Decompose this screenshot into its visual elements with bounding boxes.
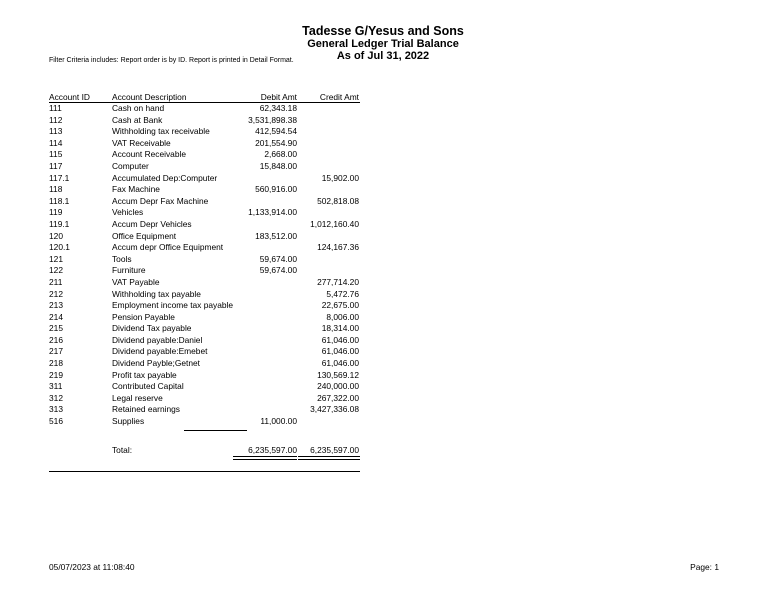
account-description-cell: Supplies — [112, 416, 145, 427]
account-id-cell: 312 — [49, 392, 63, 403]
account-id-cell: 313 — [49, 404, 63, 415]
debit-amt-cell: 183,512.00 — [255, 230, 297, 241]
table-header — [49, 92, 360, 103]
total-debit: 6,235,597.00 — [248, 445, 297, 455]
account-id-cell: 114 — [49, 137, 63, 148]
table-row — [49, 126, 360, 138]
account-description-cell: Retained earnings — [112, 404, 180, 415]
col-debit-amt: Debit Amt — [260, 92, 297, 102]
table-row — [49, 323, 360, 335]
col-account-description: Account Description — [112, 92, 187, 102]
account-description-cell: Withholding tax payable — [112, 288, 201, 299]
debit-amt-cell: 59,674.00 — [259, 253, 297, 264]
account-id-cell: 117.1 — [49, 172, 70, 183]
account-description-cell: Tools — [112, 253, 132, 264]
account-id-cell: 213 — [49, 300, 63, 311]
credit-double-underline — [298, 456, 360, 460]
account-description-cell: Account Receivable — [112, 149, 187, 160]
account-id-cell: 112 — [49, 114, 63, 125]
debit-amt-cell: 62,343.18 — [259, 103, 297, 113]
credit-amt-cell: 502,818.08 — [317, 195, 359, 206]
account-description-cell: Office Equipment — [112, 230, 177, 241]
report-title: General Ledger Trial Balance — [307, 38, 459, 50]
account-id-cell: 212 — [49, 288, 63, 299]
table-row — [49, 196, 360, 208]
account-id-cell: 215 — [49, 323, 63, 334]
table-row — [49, 312, 360, 324]
credit-amt-cell: 22,675.00 — [321, 300, 359, 311]
account-description-cell: Dividend payable:Emebet — [112, 346, 208, 357]
account-id-cell: 217 — [49, 346, 63, 357]
account-description-cell: Vehicles — [112, 207, 144, 218]
table-row — [49, 277, 360, 289]
table-row — [49, 219, 360, 231]
table-row — [49, 404, 360, 416]
total-label: Total: — [112, 445, 133, 455]
account-id-cell: 119 — [49, 207, 63, 218]
table-row — [49, 242, 360, 254]
credit-amt-cell: 61,046.00 — [321, 346, 359, 357]
debit-amt-cell: 2,668.00 — [264, 149, 297, 160]
table-row — [49, 254, 360, 266]
account-id-cell: 211 — [49, 276, 63, 287]
table-row — [49, 393, 360, 405]
total-credit: 6,235,597.00 — [310, 445, 359, 455]
account-id-cell: 119.1 — [49, 218, 70, 229]
table-row — [49, 416, 360, 428]
trial-balance-table — [49, 92, 360, 428]
print-timestamp: 05/07/2023 at 11:08:40 — [49, 562, 135, 572]
account-description-cell: Computer — [112, 160, 149, 171]
credit-amt-cell: 130,569.12 — [317, 369, 359, 380]
account-description-cell: VAT Receivable — [112, 137, 171, 148]
account-id-cell: 121 — [49, 253, 63, 264]
account-id-cell: 115 — [49, 149, 63, 160]
account-id-cell: 516 — [49, 416, 63, 427]
account-description-cell: Fax Machine — [112, 184, 160, 195]
col-credit-amt: Credit Amt — [319, 92, 359, 102]
account-description-cell: VAT Payable — [112, 276, 160, 287]
account-description-cell: Dividend Payble;Getnet — [112, 358, 200, 369]
account-id-cell: 120 — [49, 230, 63, 241]
debit-amt-cell: 560,916.00 — [255, 184, 297, 195]
debit-amt-cell: 201,554.90 — [255, 137, 297, 148]
col-account-id: Account ID — [49, 92, 90, 102]
account-id-cell: 311 — [49, 381, 63, 392]
credit-amt-cell: 267,322.00 — [317, 392, 359, 403]
debit-amt-cell: 15,848.00 — [259, 160, 297, 171]
table-row — [49, 207, 360, 219]
credit-amt-cell: 5,472.76 — [326, 288, 359, 299]
account-description-cell: Legal reserve — [112, 392, 163, 403]
credit-amt-cell: 3,427,336.08 — [310, 404, 359, 415]
table-row — [49, 115, 360, 127]
debit-subtotal-rule — [184, 430, 247, 431]
credit-amt-cell: 8,006.00 — [326, 311, 359, 322]
account-description-cell: Accum depr Office Equipment — [112, 242, 224, 253]
debit-amt-cell: 11,000.00 — [260, 416, 297, 427]
account-description-cell: Accum Depr Vehicles — [112, 218, 192, 229]
table-row — [49, 173, 360, 185]
table-row — [49, 103, 360, 115]
table-row — [49, 184, 360, 196]
debit-amt-cell: 59,674.00 — [259, 265, 297, 276]
account-description-cell: Withholding tax receivable — [112, 126, 210, 137]
table-row — [49, 381, 360, 393]
table-row — [49, 370, 360, 382]
account-id-cell: 214 — [49, 311, 63, 322]
table-row — [49, 149, 360, 161]
account-id-cell: 120.1 — [49, 242, 70, 253]
table-row — [49, 231, 360, 243]
account-id-cell: 219 — [49, 369, 63, 380]
debit-amt-cell: 3,531,898.38 — [248, 114, 297, 125]
table-row — [49, 300, 360, 312]
account-description-cell: Pension Payable — [112, 311, 175, 322]
table-row — [49, 265, 360, 277]
table-bottom-rule — [49, 471, 360, 472]
account-id-cell: 216 — [49, 334, 63, 345]
debit-amt-cell: 412,594.54 — [255, 126, 297, 137]
account-description-cell: Accum Depr Fax Machine — [112, 195, 209, 206]
company-name: Tadesse G/Yesus and Sons — [302, 24, 464, 38]
credit-amt-cell: 124,167.36 — [317, 242, 359, 253]
account-id-cell: 117 — [49, 160, 63, 171]
credit-amt-cell: 277,714.20 — [317, 276, 359, 287]
debit-double-underline — [233, 456, 297, 460]
report-date: As of Jul 31, 2022 — [336, 50, 430, 62]
account-description-cell: Contributed Capital — [112, 381, 184, 392]
debit-amt-cell: 1,133,914.00 — [248, 207, 297, 218]
table-row — [49, 138, 360, 150]
account-description-cell: Cash at Bank — [112, 114, 163, 125]
table-row — [49, 358, 360, 370]
total-row — [49, 444, 360, 456]
account-description-cell: Accumulated Dep:Computer — [112, 172, 218, 183]
account-description-cell: Employment income tax payable — [112, 300, 234, 311]
account-description-cell: Cash on hand — [112, 103, 165, 113]
page-number: Page: 1 — [690, 562, 719, 572]
account-id-cell: 111 — [49, 103, 62, 113]
account-description-cell: Dividend Tax payable — [112, 323, 192, 334]
credit-amt-cell: 61,046.00 — [321, 334, 359, 345]
table-body — [49, 103, 360, 428]
filter-criteria: Filter Criteria includes: Report order is by ID. Report is printed in Detail Format. — [49, 57, 294, 64]
credit-amt-cell: 240,000.00 — [317, 381, 359, 392]
account-id-cell: 113 — [49, 126, 63, 137]
account-description-cell: Furniture — [112, 265, 146, 276]
credit-amt-cell: 18,314.00 — [321, 323, 359, 334]
account-description-cell: Profit tax payable — [112, 369, 177, 380]
account-description-cell: Dividend payable:Daniel — [112, 334, 203, 345]
credit-amt-cell: 15,902.00 — [321, 172, 359, 183]
table-row — [49, 346, 360, 358]
account-id-cell: 118 — [49, 184, 63, 195]
table-row — [49, 289, 360, 301]
table-row — [49, 335, 360, 347]
account-id-cell: 218 — [49, 358, 63, 369]
account-id-cell: 122 — [49, 265, 63, 276]
credit-amt-cell: 61,046.00 — [321, 358, 359, 369]
table-row — [49, 161, 360, 173]
account-id-cell: 118.1 — [49, 195, 70, 206]
credit-amt-cell: 1,012,160.40 — [310, 218, 359, 229]
